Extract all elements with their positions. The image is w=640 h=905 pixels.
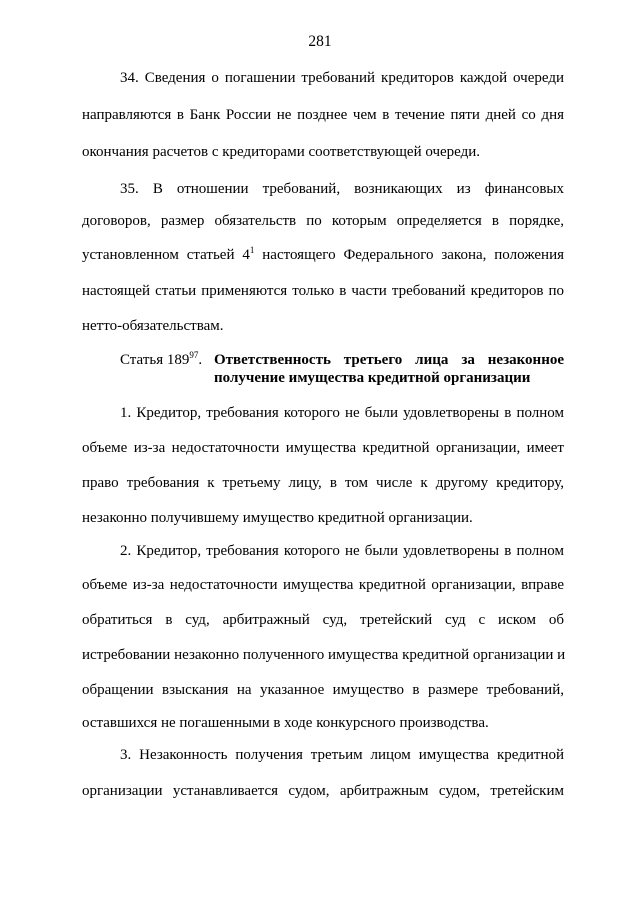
paragraph-1-line: право требования к третьему лицу, в том числе к другому кредитору, [82, 475, 564, 491]
paragraph-34-line: направляются в Банк России не позднее чем в течение пяти дней со дня [82, 107, 564, 123]
paragraph-2-line: истребовании незаконно полученного имущества кредитной организации и [82, 647, 566, 663]
paragraph-2-line: обращении взыскания на указанное имущество в размере требований, [82, 682, 564, 698]
paragraph-3-line: организации устанавливается судом, арбитражным судом, третейским [82, 783, 564, 799]
paragraph-1-line: объеме из-за недостаточности имущества кредитной организации, имеет [82, 440, 564, 456]
paragraph-2-line: обратиться в суд, арбитражный суд, третейский суд с иском об [82, 612, 564, 628]
text-run: установленном статьей 4 [82, 247, 250, 263]
paragraph-35-line: 35. В отношении требований, возникающих из финансовых [120, 181, 564, 197]
article-number [120, 351, 202, 369]
paragraph-1-line: незаконно получившему имущество кредитной организации. [82, 510, 473, 526]
text-run: Статья 189 [120, 352, 190, 368]
paragraph-35-line: нетто-обязательствам. [82, 318, 224, 334]
text-run: . [198, 352, 203, 368]
paragraph-1-line: 1. Кредитор, требования которого не были удовлетворены в полном [120, 405, 564, 421]
paragraph-2-line: 2. Кредитор, требования которого не были удовлетворены в полном [120, 543, 564, 559]
paragraph-35-line: настоящей статьи применяются только в части требований кредиторов по [82, 283, 564, 299]
superscript: 1 [249, 245, 255, 255]
article-title-line: Ответственность третьего лица за незаконное [214, 352, 564, 368]
article-title-line: получение имущества кредитной организации [214, 370, 531, 386]
paragraph-35-line [82, 246, 564, 264]
paragraph-3-line: 3. Незаконность получения третьим лицом имущества кредитной [120, 747, 564, 763]
paragraph-35-line: договоров, размер обязательств по которым определяется в порядке, [82, 213, 564, 229]
page-number: 281 [308, 33, 332, 50]
paragraph-34-line: 34. Сведения о погашении требований кредиторов каждой очереди [120, 70, 564, 86]
paragraph-2-line: оставшихся не погашенными в ходе конкурсного производства. [82, 715, 489, 731]
text-run: настоящего Федерального закона, положения [254, 247, 564, 263]
paragraph-2-line: объеме из-за недостаточности имущества кредитной организации, вправе [82, 577, 564, 593]
paragraph-34-line: окончания расчетов с кредиторами соответствующей очереди. [82, 144, 481, 160]
superscript: 97 [189, 350, 199, 360]
